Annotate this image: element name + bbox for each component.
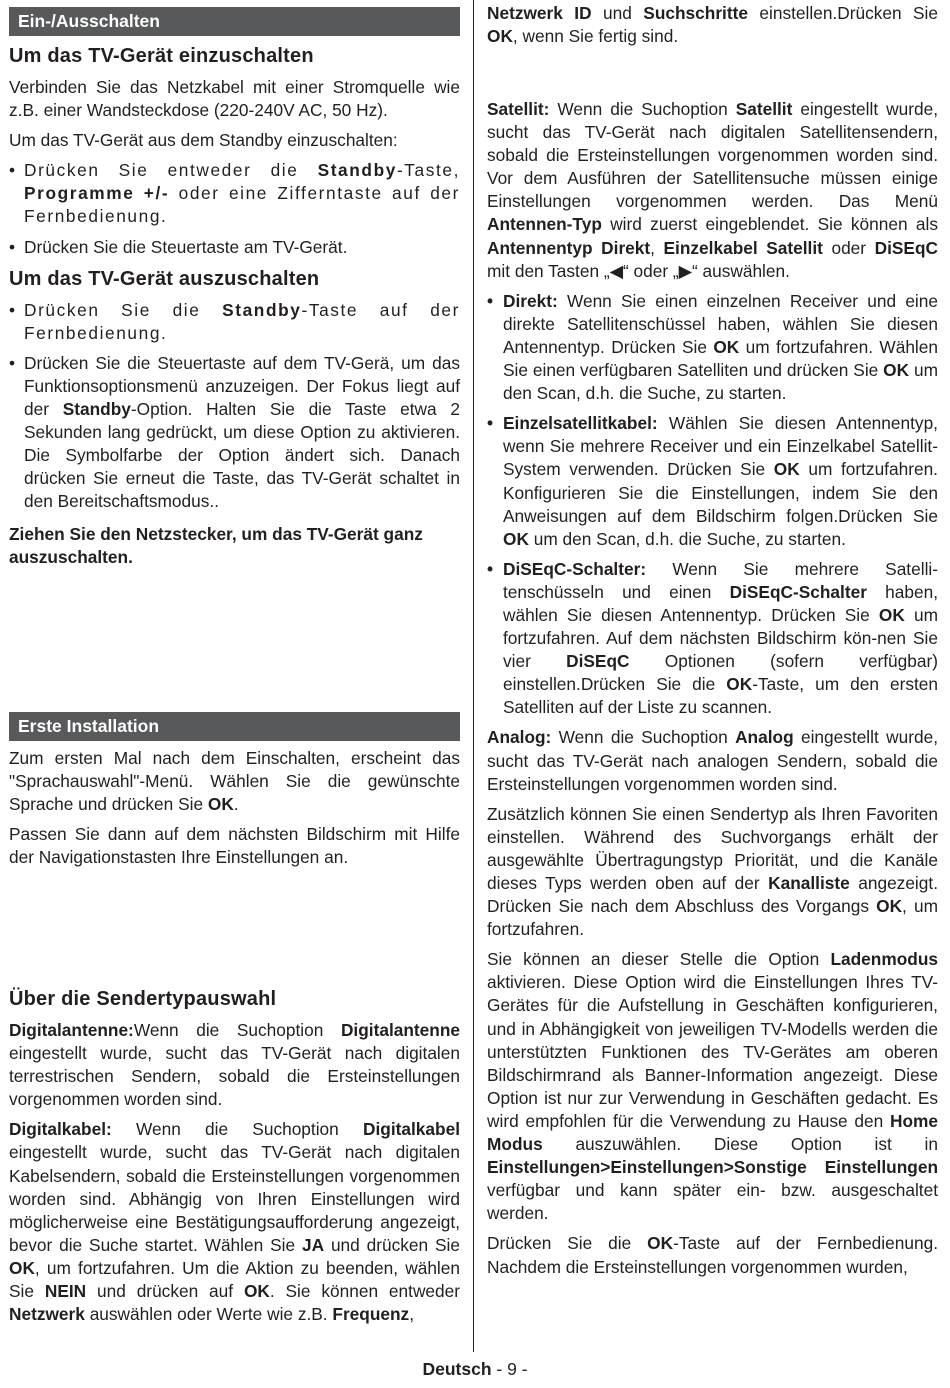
page-number: - 9 - bbox=[491, 1359, 528, 1379]
paragraph-analog: Analog: Wenn die Suchoption Analog eingestellt wurde, sucht das TV-Gerät nach analogen Sendern, sobald die Ersteinstellungen vorgenommen worden sind. bbox=[487, 727, 938, 794]
list-ausschalten bbox=[9, 299, 460, 514]
section-erste-installation bbox=[9, 712, 460, 869]
paragraph-digitalantenne: Digitalantenne:Wenn die Suchoption Digitalantenne eingestellt wurde, sucht das TV-Gerät nach digitalen terrestrischen Sendern, sobald die Ersteinstellungen vorgenommen worden sind. bbox=[9, 1020, 460, 1110]
paragraph-satellit: Satellit: Wenn die Suchoption Satellit eingestellt wurde, sucht das TV-Gerät nach digitalen Satellitensendern, sobald die Ersteinstellungen vorgenommen worden sind. Vor dem Ausführen der Satellitensuche müssen einige Einstellungen vorgenommen werden. Das Menü Antennen-Typ wird zuerst eingeblendet. Sie können als Antennentyp Direkt, Einzelkabel Satellit oder DiSEqC mit den Tasten „◀“ oder „▶“ auswählen. bbox=[487, 99, 938, 281]
list-antennentyp bbox=[487, 290, 938, 720]
list-item: • Drücken Sie entweder die Standby-Taste, Programme +/- oder eine Zifferntaste auf der Fernbedienung. bbox=[9, 159, 460, 228]
section-bar-ein-ausschalten: Ein-/Ausschalten bbox=[9, 7, 460, 36]
note-netzstecker: Ziehen Sie den Netzstecker, um das TV-Gerät ganz auszuschalten. bbox=[9, 523, 423, 567]
list-item: • Drücken Sie die Steuertaste auf dem TV-Gerä, um das Funktionsoptionsmenü anzuzeigen. Der Fokus liegt auf der Standby-Option. Halten Sie die Taste etwa 2 Sekunden lang gedrückt, um diese Option zu aktivieren. Die Symbolfarbe der Option ändert sich. Danach drücken Sie erneut die Taste, das TV-Gerät schaltet in den Bereitschaftsmodus.. bbox=[9, 352, 460, 514]
paragraph-netzkabel: Verbinden Sie das Netzkabel mit einer Stromquelle wie z.B. einer Wandsteckdose (220-240V AC, 50 Hz). bbox=[9, 77, 460, 121]
heading-einschalten: Um das TV-Gerät einzuschalten bbox=[9, 45, 314, 67]
section-satellit bbox=[487, 98, 938, 1279]
paragraph-digitalkabel: Digitalkabel: Wenn die Suchoption Digitalkabel eingestellt wurde, sucht das TV-Gerät nach digitalen Kabelsendern, sobald die Ersteinstellungen vorgenommen worden sind. Abhängig von Ihren Einstellungen wird möglicherweise eine Bestätigungsaufforderung angezeigt, bevor die Suche startet. Wählen Sie JA und drücken Sie OK, um fortzufahren. Um die Aktion zu beenden, wählen Sie NEIN und drücken auf OK. Sie können entweder Netzwerk auswählen oder Werte wie z.B. Frequenz, bbox=[9, 1119, 461, 1325]
section-sendertypauswahl bbox=[9, 986, 460, 1326]
paragraph-netzwerk-id: Netzwerk ID und Suchschritte einstellen.Drücken Sie OK, wenn Sie fertig sind. bbox=[487, 3, 938, 47]
paragraph-favoriten: Zusätzlich können Sie einen Sendertyp als Ihren Favoriten einstellen. Während des Suchvorgangs erhält der ausgewählte Übertragungstyp Priorität, und die Kanäle dieses Typs werden oben auf der Kanalliste angezeigt. Drücken Sie nach dem Abschluss des Vorgangs OK, um fortzufahren. bbox=[487, 803, 938, 940]
column-divider bbox=[473, 0, 474, 1352]
list-einschalten bbox=[9, 159, 460, 258]
list-item: • Einzelsatellitkabel: Wählen Sie diesen Antennentyp, wenn Sie mehrere Receiver und ein Einzelkabel Satellit-System verwenden. Drücken Sie OK um fortzufahren. Konfigurieren Sie die Einstellungen, indem Sie den Anweisungen auf dem Bildschirm folgen.Drücken Sie OK um den Scan, d.h. die Suche, zu starten. bbox=[487, 412, 938, 551]
list-item: • Drücken Sie die Steuertaste am TV-Gerät. bbox=[9, 236, 460, 259]
heading-ausschalten: Um das TV-Gerät auszuschalten bbox=[9, 267, 320, 290]
heading-sendertypauswahl: Über die Sendertypauswahl bbox=[9, 988, 277, 1010]
paragraph-ladenmodus: Sie können an dieser Stelle die Option Ladenmodus aktivieren. Diese Option wird die Einstellungen Ihres TV-Gerätes für die Aufstellung in Geschäften konfigurieren, und in Abhängigkeit von jeweiligen TV-Modells werden die unterstützten Funktionen des TV-Gerätes am oberen Bildschirmrand als Banner-Information angezeigt. Diese Option ist nur zur Verwendung in Geschäften gedacht. Es wird empfohlen für die Verwendung zu Hause den Home Modus auszuwählen. Diese Option ist in Einstellungen>Einstellungen>Sonstige Einstellungen verfügbar und kann später ein- bzw. ausgeschaltet werden. bbox=[487, 949, 938, 1224]
page-footer bbox=[0, 1359, 950, 1380]
list-item: • DiSEqC-Schalter: Wenn Sie mehrere Satelli-tenschüsseln und einen DiSEqC-Schalter haben, wählen Sie diesen Antennentyp. Drücken Sie OK um fortzufahren. Auf dem nächsten Bildschirm kön-nen Sie vier DiSEqC Optionen (sofern verfügbar) einstellen.Drücken Sie die OK-Taste, um den ersten Satelliten auf der Liste zu scannen. bbox=[487, 558, 938, 720]
paragraph-ok-taste: Drücken Sie die OK-Taste auf der Fernbedienung. Nachdem die Ersteinstellungen vorgenommen wurden, bbox=[487, 1233, 938, 1277]
list-item: • Drücken Sie die Standby-Taste auf der Fernbedienung. bbox=[9, 299, 460, 345]
right-column bbox=[487, 2, 938, 1277]
paragraph-navigation: Passen Sie dann auf dem nächsten Bildschirm mit Hilfe der Navigationstasten Ihre Einstellungen an. bbox=[9, 824, 460, 868]
list-item: • Direkt: Wenn Sie einen einzelnen Receiver und eine direkte Satellitenschüssel haben, wählen Sie diesen Antennentyp. Drücken Sie OK um fortzufahren. Wählen Sie einen verfügbaren Satelliten und drücken Sie OK um den Scan, d.h. die Suche, zu starten. bbox=[487, 290, 938, 405]
arrow-left-icon: ◀ bbox=[609, 260, 623, 281]
section-ein-ausschalten bbox=[9, 7, 460, 569]
arrow-right-icon: ▶ bbox=[678, 260, 692, 281]
footer-language: Deutsch bbox=[422, 1359, 492, 1379]
section-bar-erste-installation: Erste Installation bbox=[9, 712, 460, 741]
paragraph-standby: Um das TV-Gerät aus dem Standby einzuschalten: bbox=[9, 130, 398, 151]
paragraph-sprachauswahl: Zum ersten Mal nach dem Einschalten, erscheint das "Sprachauswahl"-Menü. Wählen Sie die gewünschte Sprache und drücken Sie OK. bbox=[9, 748, 460, 815]
